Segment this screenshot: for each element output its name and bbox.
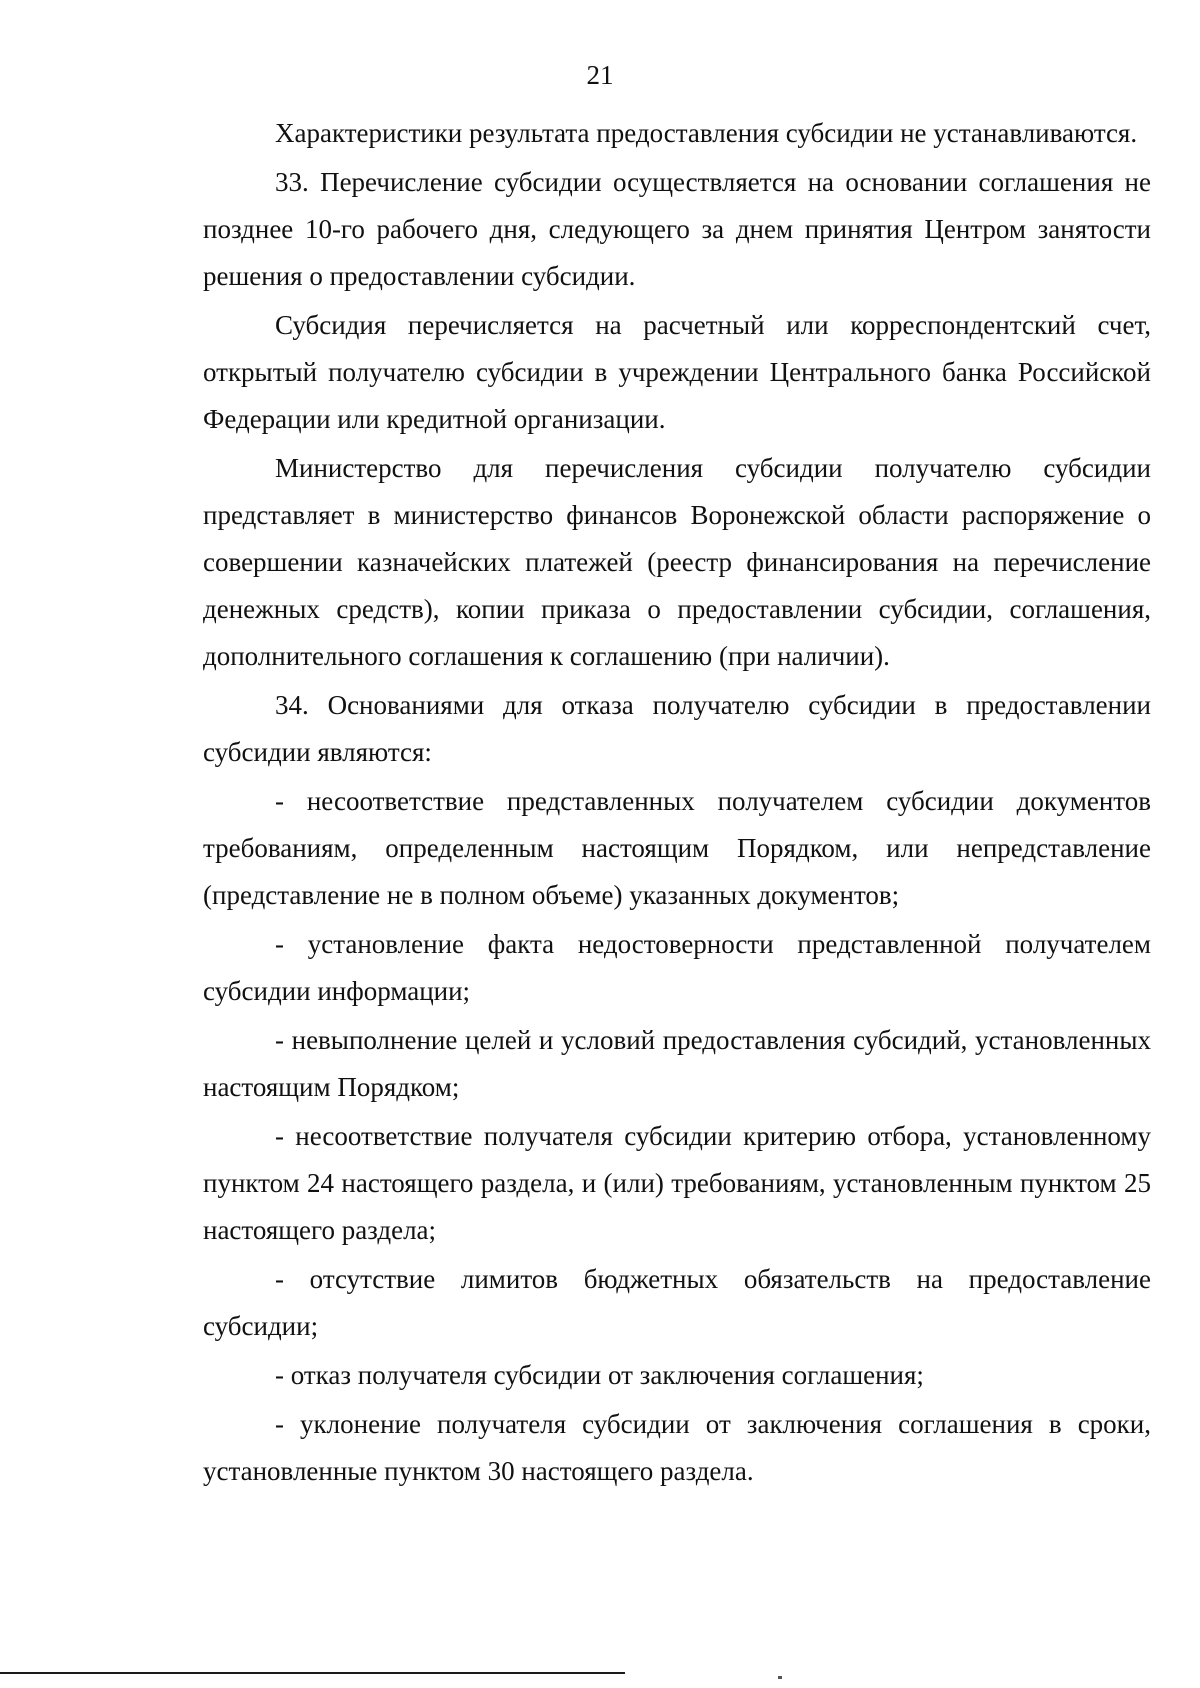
list-item-no-budget-limits: - отсутствие лимитов бюджетных обязательств на предоставление субсидии; [203,1264,1151,1341]
page-number: 21 [586,60,614,90]
list-item-documents-mismatch: - несоответствие представленных получателем субсидии документов требованиям, определенным настоящим Порядком, или непредставление (представление не в полном объеме) указанных документов; [203,786,1151,910]
list-item-agreement-refusal: - отказ получателя субсидии от заключения соглашения; [275,1360,924,1390]
paragraph-34-refusal-grounds: 34. Основаниями для отказа получателю субсидии в предоставлении субсидии являются: [203,690,1151,767]
list-item-agreement-evasion: - уклонение получателя субсидии от заключения соглашения в сроки, установленные пунктом 30 настоящего раздела. [203,1409,1151,1486]
paragraph-ministry-order: Министерство для перечисления субсидии получателю субсидии представляет в министерство финансов Воронежской области распоряжение о совершении казначейских платежей (реестр финансирования на перечисление денежных средств), копии приказа о предоставлении субсидии, соглашения, дополнительного соглашения к соглашению (при наличии). [203,453,1151,671]
list-item-goals-not-met: - невыполнение целей и условий предоставления субсидий, установленных настоящим Порядком; [203,1025,1151,1102]
paragraph-result-characteristics: Характеристики результата предоставления субсидии не устанавливаются. [275,118,1138,148]
list-item-criteria-mismatch: - несоответствие получателя субсидии критерию отбора, установленному пунктом 24 настоящего раздела, и (или) требованиям, установленным пунктом 25 настоящего раздела; [203,1121,1151,1245]
paragraph-transfer-account: Субсидия перечисляется на расчетный или корреспондентский счет, открытый получателю субсидии в учреждении Центрального банка Российской Федерации или кредитной организации. [203,310,1151,434]
list-item-false-information: - установление факта недостоверности представленной получателем субсидии информации; [203,929,1151,1006]
bottom-rule-divider [0,1672,625,1674]
paragraph-33-transfer: 33. Перечисление субсидии осуществляется на основании соглашения не позднее 10-го рабочего дня, следующего за днем принятия Центром занятости решения о предоставлении субсидии. [203,167,1151,291]
scan-mark [778,1676,782,1679]
document-body [203,110,1151,1497]
